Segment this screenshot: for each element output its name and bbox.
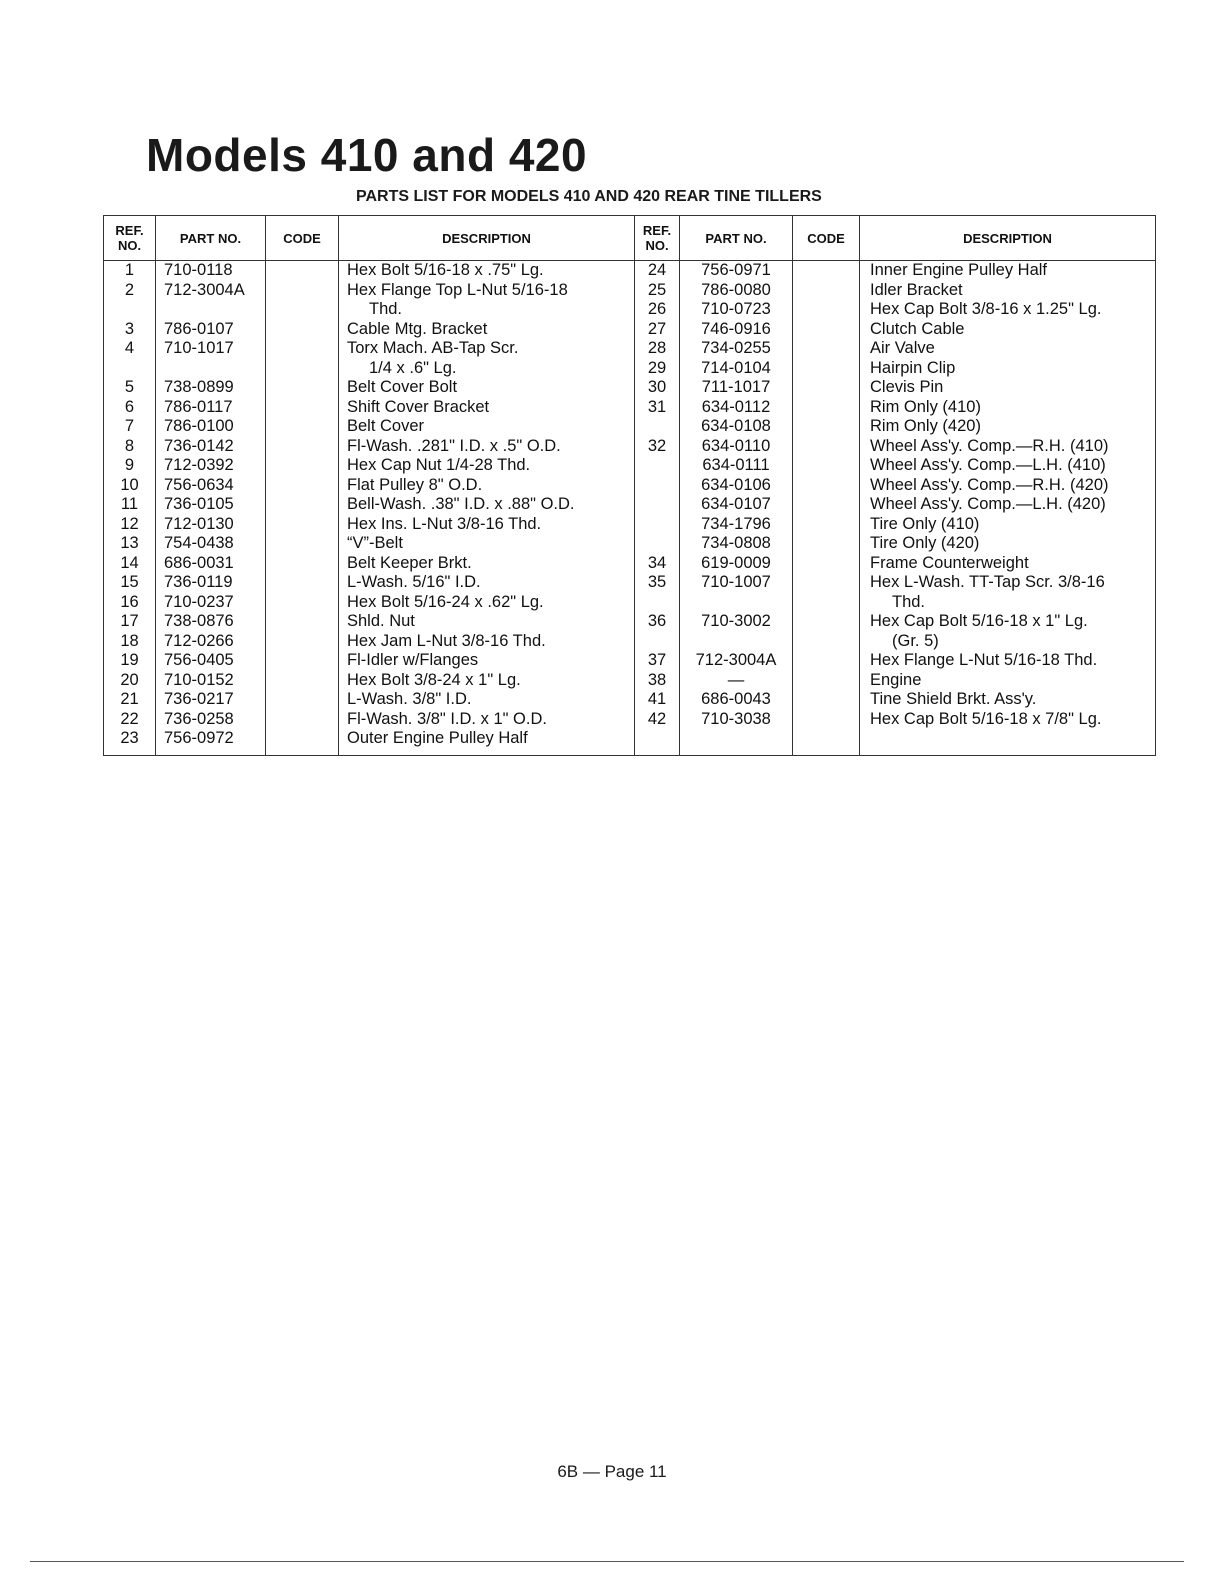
right-code-column bbox=[793, 261, 860, 756]
part-number: 634-0111 bbox=[702, 456, 770, 474]
part-description: “V”-Belt bbox=[347, 534, 403, 552]
header-ref-no: REF. NO. bbox=[635, 216, 680, 261]
part-number: 738-0876 bbox=[164, 612, 234, 630]
part-description: Clevis Pin bbox=[870, 378, 944, 396]
part-description-continued: Thd. bbox=[892, 592, 926, 611]
ref-number: 27 bbox=[647, 319, 667, 338]
part-description: Bell-Wash. .38" I.D. x .88" O.D. bbox=[347, 495, 575, 513]
part-description: Cable Mtg. Bracket bbox=[347, 319, 488, 338]
right-ref-column bbox=[635, 261, 680, 756]
part-description: Hex Bolt 5/16-24 x .62" Lg. bbox=[347, 592, 544, 611]
part-number: 734-0255 bbox=[701, 339, 771, 357]
part-number: 710-3038 bbox=[701, 709, 771, 728]
ref-number: 26 bbox=[647, 300, 667, 318]
part-description: Fl-Wash. .281" I.D. x .5" O.D. bbox=[347, 436, 561, 455]
part-number: 710-0237 bbox=[164, 592, 234, 611]
part-number: — bbox=[727, 670, 745, 689]
ref-number bbox=[635, 417, 679, 437]
part-number: 712-0392 bbox=[164, 456, 234, 474]
left-code-column bbox=[266, 261, 339, 756]
header-part-no: PART NO. bbox=[156, 216, 266, 261]
part-description: Wheel Ass'y. Comp.—R.H. (420) bbox=[870, 475, 1109, 494]
part-description: Fl-Idler w/Flanges bbox=[347, 651, 479, 669]
part-description: Air Valve bbox=[870, 339, 935, 357]
ref-number: 32 bbox=[647, 436, 667, 455]
part-description-continued: (Gr. 5) bbox=[892, 631, 939, 650]
ref-number bbox=[635, 515, 679, 535]
part-number: 710-0118 bbox=[164, 261, 233, 279]
ref-number: 42 bbox=[647, 709, 667, 728]
ref-number: 25 bbox=[647, 280, 667, 299]
ref-number: 38 bbox=[647, 670, 667, 689]
part-number: 634-0107 bbox=[701, 495, 771, 513]
part-number: 710-1007 bbox=[701, 573, 771, 591]
part-description: Tine Shield Brkt. Ass'y. bbox=[870, 690, 1037, 708]
ref-number: 30 bbox=[647, 378, 667, 396]
part-description: Fl-Wash. 3/8" I.D. x 1" O.D. bbox=[347, 709, 547, 728]
ref-number: 14 bbox=[120, 553, 139, 572]
ref-number: 16 bbox=[120, 592, 139, 611]
ref-number: 13 bbox=[120, 534, 139, 552]
part-number: 786-0107 bbox=[164, 319, 234, 338]
header-part-no: PART NO. bbox=[680, 216, 793, 261]
part-number: 756-0971 bbox=[701, 261, 771, 279]
right-description-column bbox=[860, 261, 1156, 756]
part-description: Rim Only (410) bbox=[870, 397, 981, 416]
part-number: 786-0117 bbox=[164, 397, 233, 416]
part-number: 710-3002 bbox=[701, 612, 771, 630]
ref-number: 10 bbox=[120, 475, 139, 494]
spacer bbox=[680, 632, 792, 652]
ref-number: 24 bbox=[647, 261, 667, 279]
part-number: 746-0916 bbox=[701, 319, 771, 338]
header-code: CODE bbox=[793, 216, 860, 261]
part-description: L-Wash. 5/16" I.D. bbox=[347, 573, 481, 591]
bottom-divider bbox=[30, 1561, 1184, 1562]
ref-number bbox=[635, 495, 679, 515]
part-description: Tire Only (420) bbox=[870, 534, 980, 552]
header-description: DESCRIPTION bbox=[339, 216, 635, 261]
ref-number: 17 bbox=[120, 612, 139, 630]
part-number: 736-0217 bbox=[164, 690, 234, 708]
ref-number: 1 bbox=[124, 261, 135, 279]
ref-number: 11 bbox=[120, 495, 139, 513]
part-description: Hex Cap Bolt 5/16-18 x 1" Lg. bbox=[870, 612, 1088, 630]
part-description: Belt Cover bbox=[347, 417, 425, 435]
part-description: Flat Pulley 8" O.D. bbox=[347, 475, 483, 494]
part-description: Hairpin Clip bbox=[870, 358, 956, 377]
part-description: Wheel Ass'y. Comp.—L.H. (410) bbox=[870, 456, 1106, 474]
part-description: Inner Engine Pulley Half bbox=[870, 261, 1048, 279]
ref-number: 9 bbox=[124, 456, 135, 474]
parts-list-table bbox=[103, 215, 1156, 756]
ref-number: 29 bbox=[647, 358, 667, 377]
header-description: DESCRIPTION bbox=[860, 216, 1156, 261]
part-number: 710-1017 bbox=[164, 339, 234, 357]
table-body-row bbox=[104, 261, 1156, 756]
part-description: Clutch Cable bbox=[870, 319, 965, 338]
part-number: 619-0009 bbox=[701, 553, 771, 572]
part-number: 786-0080 bbox=[701, 280, 771, 299]
part-number: 634-0112 bbox=[701, 397, 771, 416]
ref-number: 41 bbox=[647, 690, 667, 708]
ref-number bbox=[635, 534, 679, 554]
part-description: Hex Ins. L-Nut 3/8-16 Thd. bbox=[347, 514, 542, 533]
part-number: 734-1796 bbox=[701, 514, 771, 533]
part-number: 754-0438 bbox=[164, 534, 234, 552]
part-number: 714-0104 bbox=[701, 358, 771, 377]
left-ref-column bbox=[104, 261, 156, 756]
ref-number: 37 bbox=[647, 651, 667, 669]
ref-number bbox=[635, 476, 679, 496]
part-description: Hex Bolt 3/8-24 x 1" Lg. bbox=[347, 670, 521, 689]
part-number: 736-0119 bbox=[164, 573, 233, 591]
part-description: Belt Cover Bolt bbox=[347, 378, 458, 396]
part-description: Hex Cap Bolt 3/8-16 x 1.25" Lg. bbox=[870, 300, 1102, 318]
spacer bbox=[164, 359, 265, 379]
header-ref-no: REF. NO. bbox=[104, 216, 156, 261]
ref-number: 28 bbox=[647, 339, 667, 357]
part-number: 738-0899 bbox=[164, 378, 234, 396]
part-number: 712-0130 bbox=[164, 514, 234, 533]
spacer bbox=[164, 300, 265, 320]
part-number: 786-0100 bbox=[164, 417, 234, 435]
table-title: PARTS LIST FOR MODELS 410 AND 420 REAR TINE TILLERS bbox=[356, 188, 822, 205]
part-description: Hex Cap Bolt 5/16-18 x 7/8" Lg. bbox=[870, 709, 1102, 728]
ref-number: 20 bbox=[120, 670, 139, 689]
ref-number: 31 bbox=[647, 397, 667, 416]
part-number: 686-0043 bbox=[701, 690, 771, 708]
part-number: 710-0723 bbox=[701, 300, 771, 318]
part-description: Shld. Nut bbox=[347, 612, 415, 630]
ref-number: 21 bbox=[120, 690, 139, 708]
part-description: Hex Flange L-Nut 5/16-18 Thd. bbox=[870, 651, 1098, 669]
part-number: 634-0110 bbox=[701, 436, 771, 455]
page-footer: 6B — Page 11 bbox=[557, 1462, 667, 1481]
spacer bbox=[635, 593, 679, 613]
ref-number: 15 bbox=[120, 573, 139, 591]
part-number: 734-0808 bbox=[701, 534, 771, 552]
spacer bbox=[635, 632, 679, 652]
part-description: Wheel Ass'y. Comp.—L.H. (420) bbox=[870, 495, 1106, 513]
ref-number: 19 bbox=[120, 651, 139, 669]
ref-number: 3 bbox=[124, 319, 135, 338]
part-description: Hex Bolt 5/16-18 x .75" Lg. bbox=[347, 261, 544, 279]
ref-number: 5 bbox=[124, 378, 135, 396]
ref-number: 4 bbox=[124, 339, 135, 357]
ref-number: 36 bbox=[647, 612, 667, 630]
part-description: Idler Bracket bbox=[870, 280, 963, 299]
part-number: 710-0152 bbox=[164, 670, 234, 689]
ref-number: 18 bbox=[120, 631, 139, 650]
part-description-continued: Thd. bbox=[369, 300, 403, 318]
ref-number: 7 bbox=[124, 417, 135, 435]
ref-number: 8 bbox=[124, 436, 135, 455]
ref-number: 2 bbox=[124, 280, 135, 299]
part-number: 736-0105 bbox=[164, 495, 234, 513]
ref-number bbox=[635, 456, 679, 476]
part-description: Engine bbox=[870, 670, 922, 689]
spacer bbox=[680, 593, 792, 613]
part-number: 712-3004A bbox=[695, 651, 777, 669]
part-number: 736-0258 bbox=[164, 709, 234, 728]
ref-number: 12 bbox=[120, 514, 139, 533]
left-description-column bbox=[339, 261, 635, 756]
part-description: Hex L-Wash. TT-Tap Scr. 3/8-16 bbox=[870, 573, 1105, 591]
ref-number: 35 bbox=[647, 573, 667, 591]
part-description: Hex Cap Nut 1/4-28 Thd. bbox=[347, 456, 531, 474]
part-number: 756-0972 bbox=[164, 729, 234, 747]
table-header-row bbox=[104, 216, 1156, 261]
part-number: 712-0266 bbox=[164, 631, 234, 650]
part-description: Frame Counterweight bbox=[870, 553, 1029, 572]
part-description-continued: 1/4 x .6" Lg. bbox=[369, 358, 457, 377]
part-description: Outer Engine Pulley Half bbox=[347, 729, 528, 747]
right-part-column bbox=[680, 261, 793, 756]
ref-number: 34 bbox=[647, 553, 667, 572]
ref-number: 6 bbox=[124, 397, 135, 416]
page-title: Models 410 and 420 bbox=[146, 129, 588, 181]
header-code: CODE bbox=[266, 216, 339, 261]
part-number: 756-0405 bbox=[164, 651, 234, 669]
spacer bbox=[104, 359, 155, 379]
part-number: 634-0108 bbox=[701, 417, 771, 435]
part-description: Belt Keeper Brkt. bbox=[347, 553, 472, 572]
part-description: Shift Cover Bracket bbox=[347, 397, 490, 416]
part-description: Tire Only (410) bbox=[870, 514, 980, 533]
ref-number: 23 bbox=[120, 729, 139, 747]
part-number: 756-0634 bbox=[164, 475, 234, 494]
part-number: 686-0031 bbox=[164, 553, 234, 572]
part-description: Rim Only (420) bbox=[870, 417, 981, 435]
ref-number: 22 bbox=[120, 709, 139, 728]
part-description: Wheel Ass'y. Comp.—R.H. (410) bbox=[870, 436, 1109, 455]
part-number: 712-3004A bbox=[164, 280, 245, 299]
part-number: 736-0142 bbox=[164, 436, 234, 455]
part-number: 711-1017 bbox=[701, 378, 771, 396]
part-description: Hex Flange Top L-Nut 5/16-18 bbox=[347, 280, 568, 299]
part-description: Torx Mach. AB-Tap Scr. bbox=[347, 339, 519, 357]
part-description: Hex Jam L-Nut 3/8-16 Thd. bbox=[347, 631, 546, 650]
left-part-column bbox=[156, 261, 266, 756]
part-description: L-Wash. 3/8" I.D. bbox=[347, 690, 472, 708]
spacer bbox=[104, 300, 155, 320]
part-number: 634-0106 bbox=[701, 475, 771, 494]
